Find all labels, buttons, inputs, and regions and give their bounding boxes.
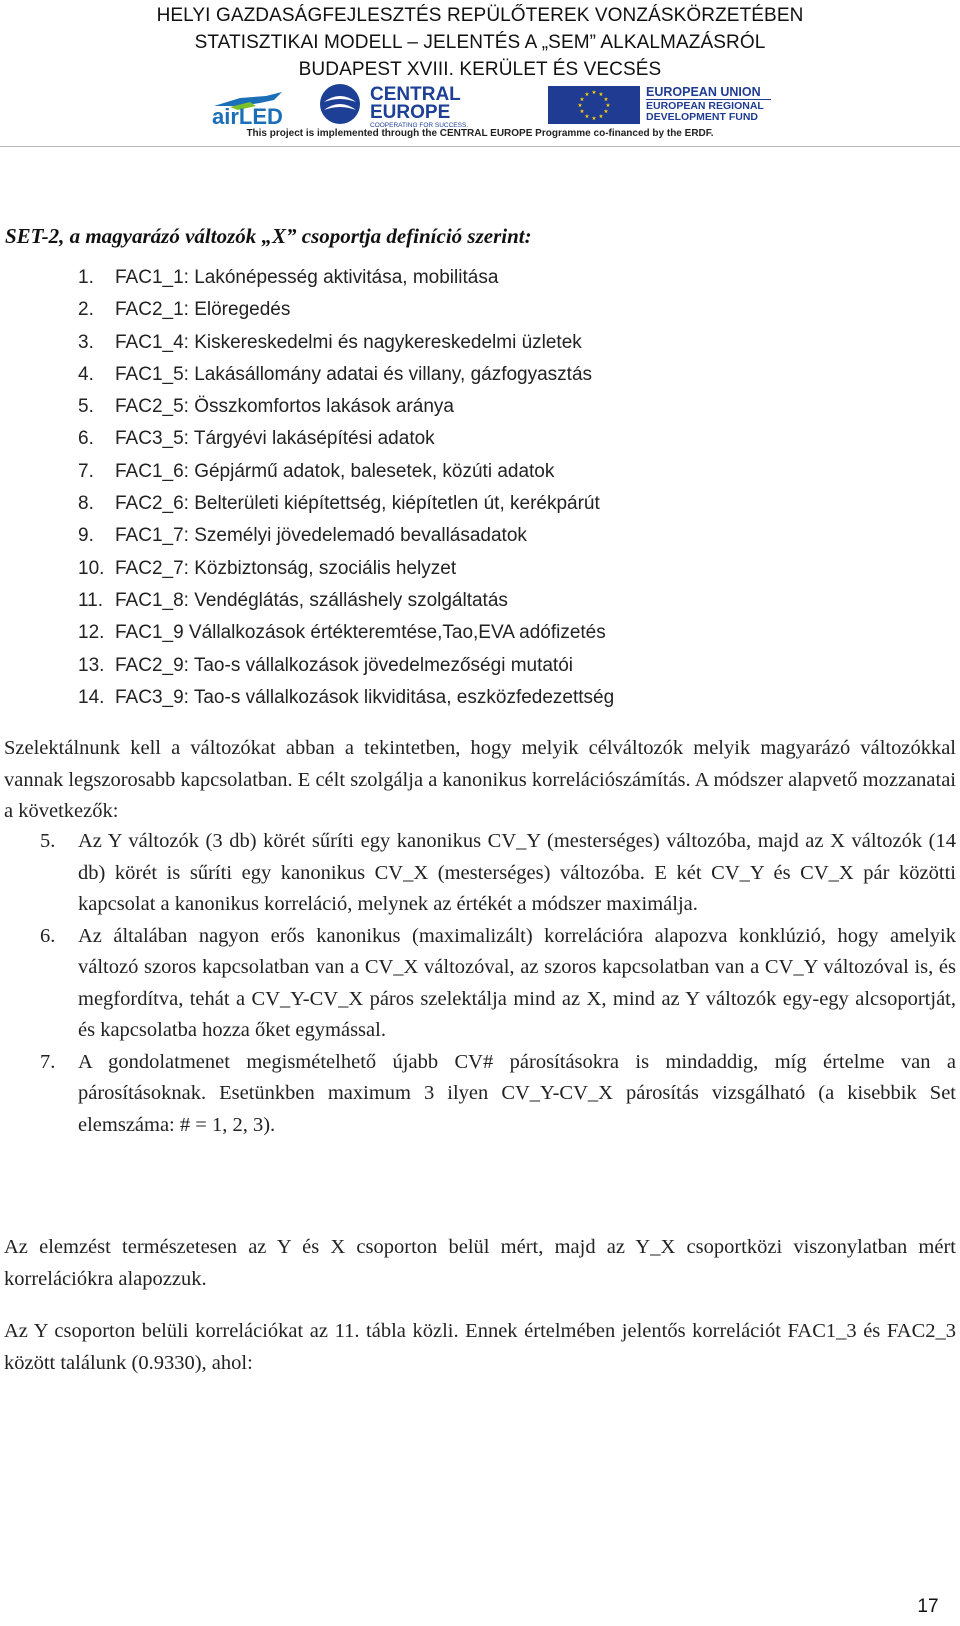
list-item-text: FAC2_1: Elöregedés	[115, 299, 291, 321]
list-item-number: 13.	[78, 654, 105, 676]
svg-text:EUROPE: EUROPE	[370, 102, 451, 123]
programme-tagline: This project is implemented through the CENTRAL EUROPE Programme co-financed by the ERDF.	[246, 128, 714, 139]
list-item-text: A gondolatmenet megismételhető újabb CV# párosításokra is mindaddig, míg értelme van a párosításoknak. Esetünkben maximum 3 ilyen CV_Y-CV_X párosítás vizsgálható (a kisebbik Set elemszáma: # = 1, 2, 3).	[78, 1050, 956, 1136]
list-item	[78, 688, 614, 720]
intro-paragraph: Szelektálnunk kell a változókat abban a tekintetben, hogy melyik célváltozók melyik magyarázó változókkal vannak legszorosabb kapcsolatban. E célt szolgálja a kanonikus korrelációszámítás. A módszer alapvető mozzanatai a következők:	[4, 737, 956, 822]
list-item-text: FAC2_5: Összkomfortos lakások aránya	[115, 396, 454, 418]
list-item-text: FAC1_7: Személyi jövedelemadó bevallásadatok	[115, 525, 527, 547]
list-item-number: 1.	[78, 267, 94, 288]
list-item	[78, 397, 614, 429]
page-number: 17	[917, 1596, 939, 1617]
svg-text:★: ★	[579, 97, 585, 103]
report-title-line: STATISZTIKAI MODELL – JELENTÉS A „SEM” ALKALMAZÁSRÓL	[194, 32, 766, 53]
list-item-text: FAC2_6: Belterületi kiépítettség, kiépítetlen út, kerékpárút	[115, 493, 600, 515]
list-item-text: Az általában nagyon erős kanonikus (maximalizált) korrelációra alapozva konklúzió, hogy amelyik változó szoros kapcsolatban van a CV_X változóval, az szoros kapcsolatban van a CV_Y változóval is, és megfordítva, tehát a CV_Y-CV_X páros szelektálja mind az X, mind az Y változók egy-egy alcsoportját, és kapcsolatba hozza őket egymással.	[78, 924, 956, 1041]
list-item-text: FAC1_6: Gépjármű adatok, balesetek, közúti adatok	[115, 460, 555, 482]
list-item	[78, 656, 614, 688]
list-item	[78, 494, 614, 526]
method-steps-list	[40, 826, 956, 1141]
list-item-text: FAC1_1: Lakónépesség aktivitása, mobilitása	[115, 267, 499, 288]
central-europe-logo	[318, 82, 526, 128]
airled-logo	[210, 86, 306, 128]
list-item	[78, 526, 614, 558]
eu-flag-icon	[548, 86, 640, 124]
svg-text:★: ★	[603, 109, 609, 115]
list-item	[78, 268, 614, 300]
svg-text:★: ★	[598, 114, 604, 120]
explanatory-variable-list	[78, 268, 614, 720]
list-item	[78, 623, 614, 655]
header-divider	[0, 146, 960, 147]
list-item-number: 5.	[78, 396, 94, 418]
list-item	[40, 921, 956, 1047]
list-item	[78, 365, 614, 397]
svg-text:★: ★	[579, 109, 585, 115]
svg-text:airLED: airLED	[212, 104, 283, 128]
svg-text:★: ★	[603, 97, 609, 103]
list-item-text: FAC1_5: Lakásállomány adatai és villany, gázfogyasztás	[115, 363, 593, 385]
correlation-paragraph: Az Y csoporton belüli korrelációkat az 11. tábla közli. Ennek értelmében jelentős korrelációt FAC1_3 és FAC2_3 között találunk (0.9330), ahol:	[4, 1320, 956, 1374]
svg-text:★: ★	[591, 116, 597, 122]
svg-text:★: ★	[605, 103, 611, 109]
list-item-number: 10.	[78, 557, 105, 579]
svg-text:★: ★	[584, 92, 590, 98]
list-item-text: FAC1_8: Vendéglátás, szálláshely szolgáltatás	[115, 589, 508, 611]
svg-text:CENTRAL: CENTRAL	[370, 84, 461, 105]
section-title: SET-2, a magyarázó változók „X” csoportja definíció szerint:	[5, 224, 532, 248]
list-item	[40, 826, 956, 921]
svg-text:★: ★	[591, 90, 597, 96]
list-item-text: FAC3_9: Tao-s vállalkozások likviditása, eszközfedezettség	[115, 686, 615, 708]
list-item-number: 7.	[40, 1050, 56, 1073]
svg-text:★: ★	[577, 103, 583, 109]
list-item-number: 6.	[40, 924, 56, 947]
list-item-number: 12.	[78, 622, 105, 644]
list-item-number: 9.	[78, 525, 94, 547]
list-item-number: 11.	[78, 589, 104, 611]
analysis-paragraph: Az elemzést természetesen az Y és X csoporton belül mért, majd az Y_X csoportközi viszonylatban mért korrelációkra alapozzuk.	[4, 1236, 956, 1290]
list-item	[78, 591, 614, 623]
list-item-number: 2.	[78, 299, 94, 321]
list-item	[78, 559, 614, 591]
eu-fund-label: EUROPEAN UNION EUROPEAN REGIONAL DEVELOPMENT FUND	[646, 87, 771, 123]
list-item-text: FAC1_9 Vállalkozások értékteremtése,Tao,EVA adófizetés	[115, 622, 606, 644]
list-item-number: 8.	[78, 493, 94, 515]
list-item-text: FAC2_9: Tao-s vállalkozások jövedelmezőségi mutatói	[115, 654, 573, 676]
list-item-number: 6.	[78, 428, 94, 450]
svg-text:★: ★	[584, 114, 590, 120]
list-item	[78, 300, 614, 332]
list-item	[78, 333, 614, 365]
report-title-line: HELYI GAZDASÁGFEJLESZTÉS REPÜLŐTEREK VONZÁSKÖRZETÉBEN	[156, 5, 804, 26]
list-item-text: FAC3_5: Tárgyévi lakásépítési adatok	[115, 428, 435, 450]
svg-text:COOPERATING FOR SUCCESS.: COOPERATING FOR SUCCESS.	[370, 122, 469, 128]
list-item	[78, 429, 614, 461]
list-item-text: FAC1_4: Kiskereskedelmi és nagykereskedelmi üzletek	[115, 331, 582, 353]
list-item	[40, 1047, 956, 1142]
list-item-number: 4.	[78, 363, 94, 385]
list-item-number: 7.	[78, 460, 94, 482]
list-item-number: 3.	[78, 331, 94, 353]
report-title	[0, 0, 960, 83]
list-item-text: FAC2_7: Közbiztonság, szociális helyzet	[115, 557, 457, 579]
list-item	[78, 462, 614, 494]
list-item-number: 5.	[40, 830, 56, 852]
report-title-line: BUDAPEST XVIII. KERÜLET ÉS VECSÉS	[298, 59, 662, 80]
list-item-number: 14.	[78, 686, 105, 708]
svg-text:★: ★	[598, 92, 604, 98]
page-header	[0, 0, 960, 150]
list-item-text: Az Y változók (3 db) körét sűríti egy kanonikus CV_Y (mesterséges) változóba, majd az X változók (14 db) körét is sűríti egy kanonikus CV_X (mesterséges) változóba. E két CV_Y és CV_X pár közötti kapcsolat a kanonikus korreláció, melynek az értékét a módszer maximálja.	[78, 830, 956, 915]
